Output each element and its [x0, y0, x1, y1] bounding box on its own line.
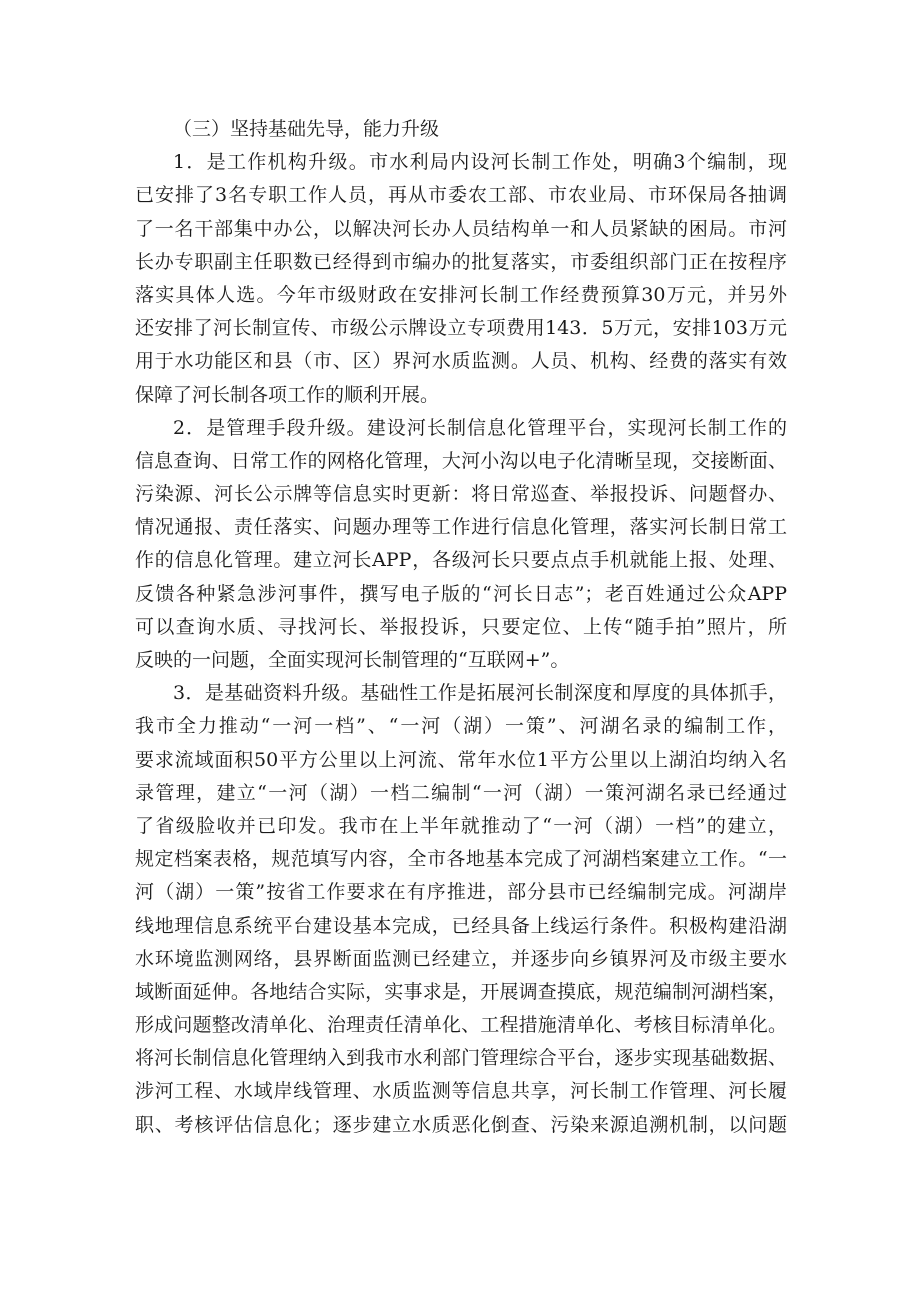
paragraph-line: 河（湖）一策”按省工作要求在有序推进，部分县市已经编制完成。河湖岸	[135, 881, 787, 904]
paragraph-line: 3．是基础资料升级。基础性工作是拓展河长制深度和厚度的具体抓手，	[173, 682, 787, 705]
paragraph-line: 2．是管理手段升级。建设河长制信息化管理平台，实现河长制工作的	[173, 416, 787, 439]
paragraph-line: 已安排了3名专职工作人员，再从市委农工部、市农业局、市环保局各抽调	[135, 184, 787, 207]
paragraph-line: 情况通报、责任落实、问题办理等工作进行信息化管理，落实河长制日常工	[135, 516, 787, 539]
paragraph-line: 长办专职副主任职数已经得到市编办的批复落实，市委组织部门正在按程序	[135, 250, 787, 273]
paragraph-line: 我市全力推动“一河一档”、“一河（湖）一策”、河湖名录的编制工作，	[135, 715, 787, 738]
paragraph-line: 域断面延伸。各地结合实际，实事求是，开展调查摸底，规范编制河湖档案，	[135, 980, 787, 1003]
paragraph-line: 了省级脸收并已印发。我市在上半年就推动了“一河（湖）一档”的建立，	[135, 814, 787, 837]
paragraph-line: 了一名干部集中办公，以解决河长办人员结构单一和人员紧缺的困局。市河	[135, 217, 787, 240]
paragraph-line: 1．是工作机构升级。市水利局内设河长制工作处，明确3个编制，现	[173, 151, 787, 174]
paragraph-line: 要求流域面积50平方公里以上河流、常年水位1平方公里以上湖泊均纳入名	[135, 748, 787, 771]
paragraph-line: 保障了河长制各项工作的顺利开展。	[135, 383, 440, 406]
paragraph-line: 线地理信息系统平台建设基本完成，已经具备上线运行条件。积极构建沿湖	[135, 914, 787, 937]
paragraph-line: 职、考核评估信息化；逐步建立水质恶化倒查、污染来源追溯机制，以问题	[135, 1113, 787, 1136]
paragraph-line: 反映的一问题，全面实现河长制管理的“互联网+”。	[135, 649, 570, 671]
paragraph-line: 落实具体人选。今年市级财政在安排河长制工作经费预算30万元，并另外	[135, 283, 787, 306]
paragraph-line: 用于水功能区和县（市、区）界河水质监测。人员、机构、经费的落实有效	[135, 350, 787, 373]
paragraph-2	[135, 412, 787, 678]
document-body	[135, 113, 787, 1142]
paragraph-line: 将河长制信息化管理纳入到我市水利部门管理综合平台，逐步实现基础数据、	[135, 1047, 787, 1070]
paragraph-line: 录管理，建立“一河（湖）一档二编制“一河（湖）一策河湖名录已经通过	[135, 781, 787, 804]
paragraph-line: 信息查询、日常工作的网格化管理，大河小沟以电子化清晰呈现，交接断面、	[135, 449, 787, 472]
paragraph-1	[135, 146, 787, 412]
paragraph-line: 反馈各种紧急涉河事件，撰写电子版的“河长日志”；老百姓通过公众APP	[135, 582, 787, 605]
paragraph-line: 可以查询水质、寻找河长、举报投诉，只要定位、上传“随手拍”照片，所	[135, 615, 787, 638]
paragraph-line: 作的信息化管理。建立河长APP，各级河长只要点点手机就能上报、处理、	[135, 549, 787, 572]
paragraph-line: 污染源、河长公示牌等信息实时更新：将日常巡查、举报投诉、问题督办、	[135, 483, 787, 506]
section-heading: （三）坚持基础先导，能力升级	[173, 118, 440, 140]
paragraph-line: 涉河工程、水域岸线管理、水质监测等信息共享，河长制工作管理、河长履	[135, 1080, 787, 1103]
paragraph-line: 水环境监测网络，县界断面监测已经建立，并逐步向乡镇界河及市级主要水	[135, 947, 787, 970]
paragraph-line: 规定档案表格，规范填写内容，全市各地基本完成了河湖档案建立工作。“一	[135, 848, 787, 871]
paragraph-line: 还安排了河长制宣传、市级公示牌设立专项费用143．5万元，安排103万元	[135, 317, 787, 340]
paragraph-3	[135, 677, 787, 1142]
paragraph-line: 形成问题整改清单化、治理责任清单化、工程措施清单化、考核目标清单化。	[135, 1014, 787, 1037]
